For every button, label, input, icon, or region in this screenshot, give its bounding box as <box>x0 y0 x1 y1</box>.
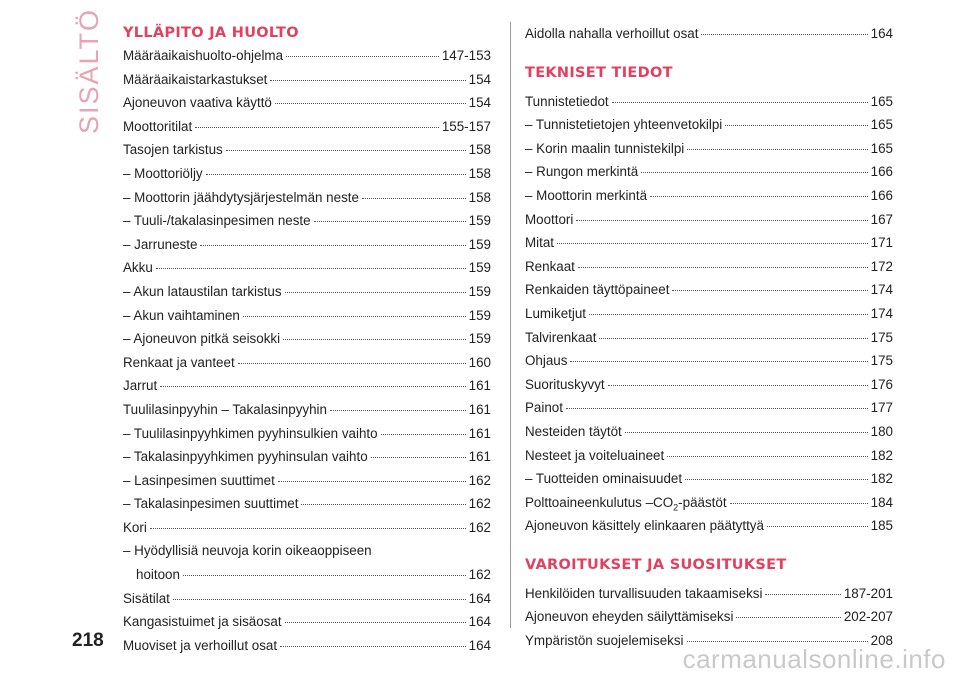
toc-entry-page: 176 <box>870 376 893 392</box>
toc-entry-label: – Rungon merkintä <box>525 164 639 180</box>
dot-leader <box>160 386 465 387</box>
toc-entry[interactable] <box>525 160 893 184</box>
toc-entry-page: 158 <box>468 142 491 158</box>
toc-entry-label: Mitat <box>525 235 555 251</box>
toc-entry-label: – Tunnistetietojen yhteenvetokilpi <box>525 117 723 133</box>
toc-entry-label: Aidolla nahalla verhoillut osat <box>525 26 699 41</box>
column-divider <box>510 22 511 628</box>
toc-entry-page: 208 <box>870 633 893 649</box>
dot-leader <box>608 385 868 386</box>
toc-entry-label: Määräaikaistarkastukset <box>123 71 268 87</box>
toc-entry-page: 154 <box>468 71 491 87</box>
dot-leader <box>625 432 868 433</box>
toc-entry-label: – Takalasinpesimen suuttimet <box>123 496 299 512</box>
toc-entry[interactable] <box>525 184 893 208</box>
toc-entry-page: 158 <box>468 189 491 205</box>
dot-leader <box>286 56 439 57</box>
toc-entry[interactable] <box>525 137 893 161</box>
toc-entry-label: Tunnistetiedot <box>525 93 609 109</box>
toc-entry-label: Akku <box>123 260 153 276</box>
dot-leader <box>285 292 466 293</box>
toc-entry[interactable] <box>525 90 893 114</box>
toc-entry[interactable] <box>525 278 893 302</box>
toc-entry-page: 162 <box>468 472 491 488</box>
toc-entry-page: 159 <box>468 260 491 276</box>
toc-entry[interactable] <box>123 374 491 398</box>
dot-leader <box>156 268 466 269</box>
toc-entry-label: hoitoon <box>136 567 180 583</box>
dot-leader <box>672 290 867 291</box>
toc-entry-label: Suorituskyvyt <box>525 376 605 392</box>
dot-leader <box>641 172 868 173</box>
toc-entry[interactable] <box>525 22 893 46</box>
toc-entry[interactable] <box>123 587 491 611</box>
dot-leader <box>576 220 867 221</box>
dot-leader <box>612 102 868 103</box>
toc-entry-page: 175 <box>870 353 893 369</box>
dot-leader <box>362 198 466 199</box>
toc-entry[interactable] <box>525 467 893 491</box>
toc-entry[interactable] <box>123 634 491 658</box>
dot-leader <box>226 150 466 151</box>
toc-entry[interactable] <box>123 469 491 493</box>
dot-leader <box>589 314 868 315</box>
toc-entry-label: Määräaikaishuolto-ohjelma <box>123 48 284 63</box>
toc-entry-label: Polttoaineenkulutus $-CO_2$-päästöt <box>525 494 727 513</box>
toc-entry-page: 164 <box>468 614 491 630</box>
toc-entry-page: 162 <box>468 496 491 512</box>
toc-entry[interactable] <box>123 539 491 586</box>
dot-leader <box>685 479 868 480</box>
toc-entry-label: – Tuuli-/takalasinpesimen neste <box>123 213 311 229</box>
toc-entry-label: – Moottorin merkintä <box>525 187 648 203</box>
toc-entry-label: Ajoneuvon vaativa käyttö <box>123 95 272 111</box>
dot-leader <box>195 127 439 128</box>
toc-entry-label: – Jarruneste <box>123 236 198 252</box>
toc-entry-label: – Korin maalin tunnistekilpi <box>525 140 685 156</box>
section-heading-maintenance: YLLÄPITO JA HUOLTO <box>123 25 299 41</box>
toc-entry-page: 164 <box>870 26 893 41</box>
toc-entry[interactable] <box>525 326 893 350</box>
toc-entry-label: Nesteet ja voiteluaineet <box>525 447 665 463</box>
watermark: carmanualsonline.info <box>682 644 946 674</box>
toc-entry-label: – Lasinpesimen suuttimet <box>123 472 275 488</box>
dot-leader <box>701 34 867 35</box>
toc-entry-label: Tasojen tarkistus <box>123 142 223 158</box>
toc-entry[interactable] <box>123 492 491 516</box>
dot-leader <box>566 408 868 409</box>
dot-leader <box>314 221 466 222</box>
toc-entry-page: 164 <box>468 590 491 606</box>
dot-leader <box>278 481 466 482</box>
dot-leader <box>687 641 868 642</box>
dot-leader <box>280 646 466 647</box>
toc-entry-page: 166 <box>870 187 893 203</box>
dot-leader <box>285 622 466 623</box>
toc-entry[interactable] <box>123 610 491 634</box>
toc-entry[interactable] <box>525 208 893 232</box>
dot-leader <box>570 361 867 362</box>
toc-entry-label: Ympäristön suojelemiseksi <box>525 633 684 649</box>
toc-entry-label: – Moottorin jäähdytysjärjestelmän neste <box>123 189 359 205</box>
toc-entry[interactable] <box>123 233 491 257</box>
toc-entry-page: 158 <box>468 165 491 181</box>
toc-entry[interactable] <box>123 445 491 469</box>
toc-entry-label: Ajoneuvon käsittely elinkaaren päätyttyä <box>525 518 764 534</box>
toc-entry[interactable] <box>525 444 893 468</box>
toc-entry[interactable] <box>123 398 491 422</box>
dot-leader <box>275 103 466 104</box>
toc-entry-page: 159 <box>468 236 491 252</box>
toc-entry-label: Moottori <box>525 211 574 227</box>
toc-entry-page: 182 <box>870 447 893 463</box>
dot-leader <box>206 174 466 175</box>
toc-entry[interactable] <box>123 44 491 68</box>
toc-entry-page: 171 <box>870 235 893 251</box>
toc-left-column <box>123 22 491 657</box>
toc-entry-label: Moottoritilat <box>123 118 193 134</box>
toc-entry[interactable] <box>123 209 491 233</box>
toc-entry-label: – Moottoriöljy <box>123 165 203 181</box>
dot-leader <box>330 410 466 411</box>
toc-entry-page: 180 <box>870 423 893 439</box>
toc-entry[interactable] <box>123 422 491 446</box>
toc-entry[interactable] <box>525 605 893 629</box>
toc-entry-label: Tuulilasinpyyhin – Takalasinpyyhin <box>123 401 327 417</box>
dot-leader <box>578 267 868 268</box>
toc-entry-label: Ajoneuvon eheyden säilyttämiseksi <box>525 609 734 625</box>
dot-leader <box>243 316 466 317</box>
toc-entry[interactable] <box>123 516 491 540</box>
dot-leader <box>667 456 867 457</box>
toc-entry-page: 167 <box>870 211 893 227</box>
toc-entry[interactable] <box>525 349 893 373</box>
dot-leader <box>736 617 840 618</box>
dot-leader <box>270 80 465 81</box>
toc-entry[interactable] <box>525 396 893 420</box>
toc-entry-page: 161 <box>468 449 491 465</box>
dot-leader <box>557 243 868 244</box>
toc-entry[interactable] <box>525 420 893 444</box>
dot-leader <box>730 503 868 504</box>
dot-leader <box>371 457 466 458</box>
toc-right-column <box>525 22 893 653</box>
toc-entry[interactable] <box>123 327 491 351</box>
toc-entry-page: 162 <box>468 519 491 535</box>
toc-entry[interactable] <box>525 514 893 538</box>
toc-entry-label: Renkaat ja vanteet <box>123 354 235 370</box>
section-side-title: SISÄLTÖ <box>74 8 104 135</box>
toc-entry-page: 165 <box>870 93 893 109</box>
dot-leader <box>183 575 466 576</box>
toc-entry[interactable] <box>123 304 491 328</box>
section-heading-warnings: VAROITUKSET JA SUOSITUKSET <box>525 556 787 573</box>
toc-entry[interactable] <box>525 113 893 137</box>
toc-entry[interactable] <box>525 302 893 326</box>
toc-entry-page: 202-207 <box>843 609 893 625</box>
toc-entry-label: Painot <box>525 400 563 416</box>
toc-entry[interactable] <box>123 68 491 92</box>
toc-entry-page: 172 <box>870 258 893 274</box>
dot-leader <box>173 599 466 600</box>
toc-entry-label: Lumiketjut <box>525 305 587 321</box>
toc-entry[interactable] <box>123 256 491 280</box>
toc-entry-label: Talvirenkaat <box>525 329 597 345</box>
toc-entry[interactable] <box>123 115 491 139</box>
toc-entry-label: – Ajoneuvon pitkä seisokki <box>123 331 281 347</box>
dot-leader <box>150 528 466 529</box>
toc-entry-page: 165 <box>870 140 893 156</box>
dot-leader <box>381 434 466 435</box>
toc-entry-label: – Akun vaihtaminen <box>123 307 240 323</box>
toc-entry-label: – Tuulilasinpyyhkimen pyyhinsulkien vaihto <box>123 425 378 441</box>
toc-entry-label: Jarrut <box>123 378 158 394</box>
dot-leader <box>238 363 466 364</box>
dot-leader <box>687 149 867 150</box>
toc-entry[interactable] <box>525 373 893 397</box>
toc-entry-page: 184 <box>870 494 893 510</box>
toc-entry[interactable] <box>123 138 491 162</box>
toc-entry-label: – Hyödyllisiä neuvoja korin oikeaoppiseen <box>123 543 372 559</box>
toc-entry-page: 159 <box>468 283 491 299</box>
toc-entry[interactable] <box>123 91 491 115</box>
toc-entry-label: – Akun lataustilan tarkistus <box>123 283 282 299</box>
toc-entry-label: – Tuotteiden ominaisuudet <box>525 471 683 487</box>
toc-entry-label: Ohjaus <box>525 353 568 369</box>
toc-entry[interactable] <box>525 491 893 515</box>
toc-entry[interactable] <box>123 186 491 210</box>
toc-entry[interactable] <box>123 351 491 375</box>
toc-entry-page: 160 <box>468 354 491 370</box>
toc-entry-page: 147-153 <box>441 48 491 63</box>
toc-entry-page: 159 <box>468 213 491 229</box>
toc-entry-page: 166 <box>870 164 893 180</box>
toc-entry-page: 154 <box>468 95 491 111</box>
toc-entry[interactable] <box>123 162 491 186</box>
dot-leader <box>301 504 465 505</box>
toc-entry-label: – Takalasinpyyhkimen pyyhinsulan vaihto <box>123 449 368 465</box>
page-number: 218 <box>72 630 104 651</box>
toc-entry[interactable] <box>525 582 893 606</box>
toc-entry-page: 182 <box>870 471 893 487</box>
toc-entry-page: 159 <box>468 307 491 323</box>
toc-entry-page: 155-157 <box>441 118 491 134</box>
toc-entry-label: Sisätilat <box>123 590 170 606</box>
toc-entry-page: 187-201 <box>843 585 893 601</box>
toc-entry-page: 175 <box>870 329 893 345</box>
toc-entry-page: 174 <box>870 282 893 298</box>
toc-entry-page: 161 <box>468 401 491 417</box>
dot-leader <box>283 339 466 340</box>
toc-entry-page: 161 <box>468 378 491 394</box>
dot-leader <box>599 338 867 339</box>
toc-entry-label: Henkilöiden turvallisuuden takaamiseksi <box>525 585 763 601</box>
section-heading-technical: TEKNISET TIEDOT <box>525 64 673 81</box>
toc-entry-label: Renkaiden täyttöpaineet <box>525 282 670 298</box>
dot-leader <box>725 125 867 126</box>
toc-entry[interactable] <box>525 255 893 279</box>
toc-entry-label: Muoviset ja verhoillut osat <box>123 637 278 653</box>
toc-entry[interactable] <box>525 231 893 255</box>
dot-leader <box>765 594 840 595</box>
dot-leader <box>200 245 465 246</box>
toc-entry-label: Kangasistuimet ja sisäosat <box>123 614 282 630</box>
toc-entry-page: 185 <box>870 518 893 534</box>
toc-entry-label: Kori <box>123 519 147 535</box>
toc-entry-page: 161 <box>468 425 491 441</box>
toc-entry-page: 159 <box>468 331 491 347</box>
toc-entry-page: 165 <box>870 117 893 133</box>
toc-entry-label: Renkaat <box>525 258 575 274</box>
toc-entry-page: 162 <box>468 567 491 583</box>
dot-leader <box>650 196 868 197</box>
toc-entry[interactable] <box>123 280 491 304</box>
dot-leader <box>767 526 868 527</box>
toc-entry-label: Nesteiden täytöt <box>525 423 622 439</box>
toc-entry-page: 174 <box>870 305 893 321</box>
toc-entry-page: 177 <box>870 400 893 416</box>
toc-entry-page: 164 <box>468 637 491 653</box>
